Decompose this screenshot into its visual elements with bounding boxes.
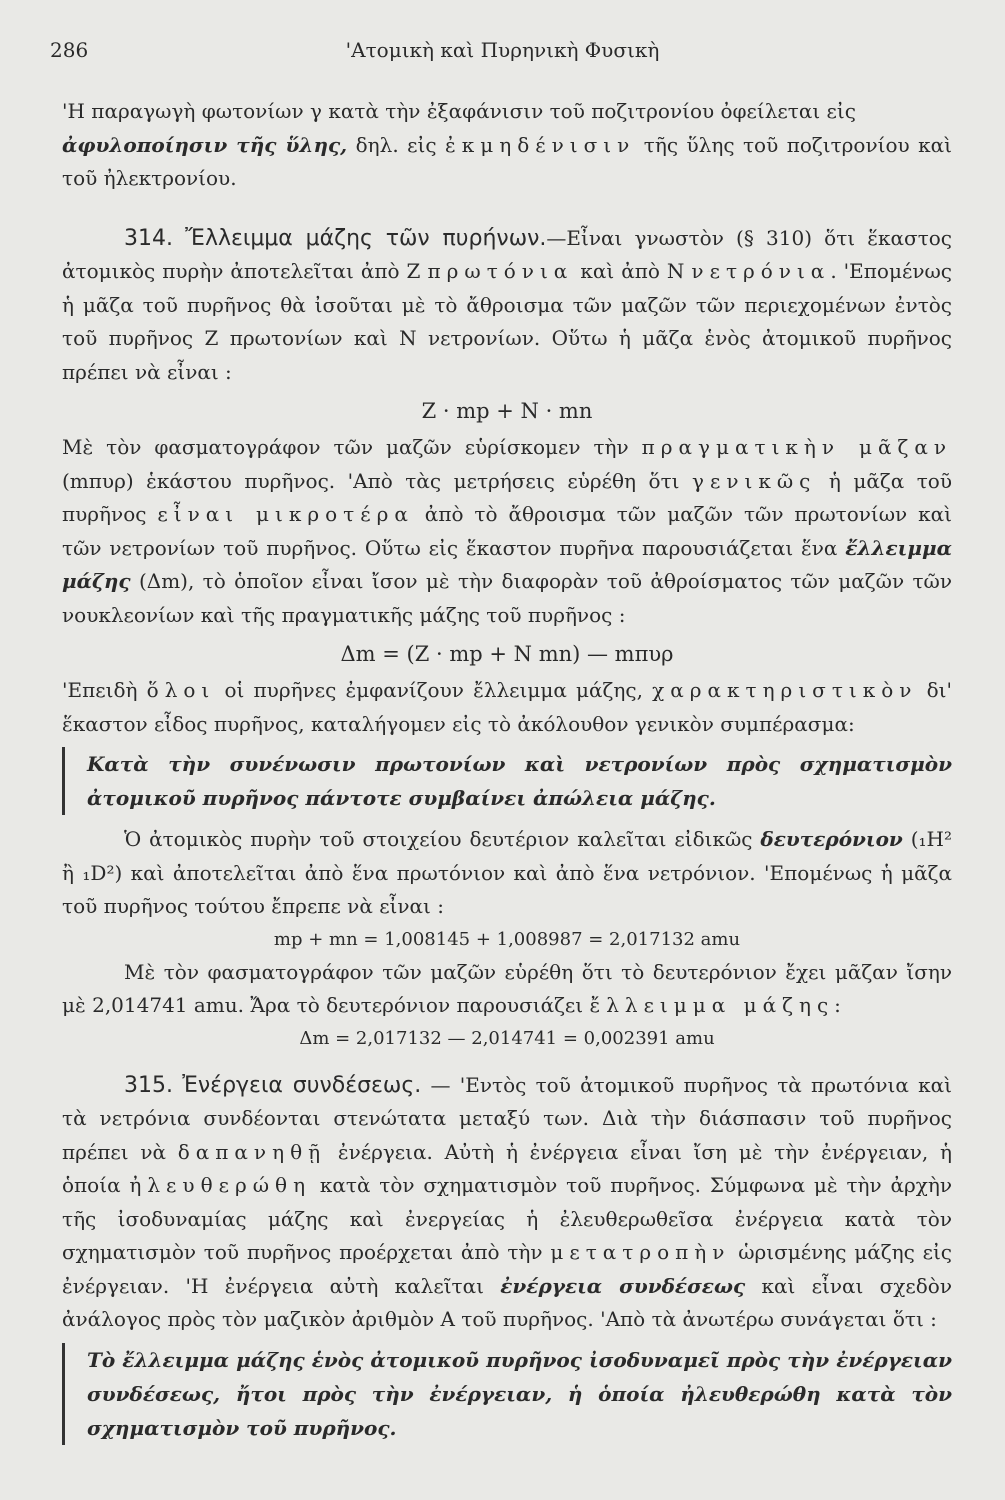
mass-defect-paragraph: Μὲ τὸν φασματογράφον τῶν μαζῶν εὑρίσκομεν τὴν πραγματικὴν μᾶζαν (mπυρ) ἑκάστου πυρῆνος. 'Απὸ τὰς μετρήσεις εὑρέθη ὅτι γενικῶς ἡ μᾶζα τοῦ πυρῆνος εἶναι μικροτέρα ἀπὸ τὸ ἄθροισμα τῶν μαζῶν τῶν πρωτονίων καὶ τῶν νετρονίων τοῦ πυρῆνος. Οὕτω εἰς ἕκαστον πυρῆνα παρουσιάζεται ἕνα ἔλλειμμα μάζης (Δm), τὸ ὁποῖον εἶναι ἴσον μὲ τὴν διαφορὰν τοῦ ἀθροίσματος τῶν μαζῶν τῶν νουκλεονίων καὶ τῆς πραγματικῆς μάζης τοῦ πυρῆνος :	[62, 435, 953, 627]
page-body	[62, 95, 952, 1453]
deuteron-paragraph: Ὁ ἀτομικὸς πυρὴν τοῦ στοιχείου δευτέριον καλεῖται εἰδικῶς δευτερόνιον (₁H² ἢ ₁D²) καὶ ἀποτελεῖται ἀπὸ ἕνα πρωτόνιον καὶ ἀπὸ ἕνα νετρόνιον. 'Επομένως ἡ μᾶζα τοῦ πυρῆνος τούτου ἔπρεπε νὰ εἶναι :	[62, 827, 952, 918]
equation-mass-sum: Z · mp + N · mn	[421, 399, 593, 423]
running-title: 'Ατομικὴ καὶ Πυρηνικὴ Φυσικὴ	[345, 38, 660, 62]
section-314-title: Ἔλλειμμα μάζης τῶν πυρήνων.	[185, 225, 547, 251]
deuteron-defect-equation: Δm = 2,017132 — 2,014741 = 0,002391 amu	[299, 1027, 715, 1049]
section-314-number: 314.	[124, 225, 173, 251]
section-314-paragraph: 314. Ἔλλειμμα μάζης τῶν πυρήνων.—Εἶναι γνωστὸν (§ 310) ὅτι ἕκαστος ἀτομικὸς πυρὴν ἀποτελεῖται ἀπὸ Ζ πρωτόνια καὶ ἀπὸ Ν νετρόνια. 'Επομένως ἡ μᾶζα τοῦ πυρῆνος θὰ ἰσοῦται μὲ τὸ ἄθροισμα τῶν μαζῶν τῶν περιεχομένων ἐντὸς τοῦ πυρῆνος Ζ πρωτονίων καὶ Ν νετρονίων. Οὕτω ἡ μᾶζα ἑνὸς ἀτομικοῦ πυρῆνος πρέπει νὰ εἶναι :	[62, 225, 952, 384]
section-315-number: 315.	[124, 1072, 173, 1098]
page-number: 286	[50, 38, 89, 62]
equation-mass-defect: Δm = (Z · mp + N mn) — mπυρ	[340, 642, 674, 666]
deuteron-example	[62, 823, 952, 1055]
intro-paragraph: 'Η παραγωγὴ φωτονίων γ κατὰ τὴν ἐξαφάνισιν τοῦ ποζιτρονίου ὀφείλεται εἰς ἀφυλοποίησιν τῆς ὕλης, δηλ. εἰς ἐκμηδένισιν τῆς ὕλης τοῦ ποζιτρονίου καὶ τοῦ ἠλεκτρονίου.	[62, 99, 952, 190]
section-315-paragraph: 315. Ἐνέργεια συνδέσεως. — 'Εντὸς τοῦ ἀτομικοῦ πυρῆνος τὰ πρωτόνια καὶ τὰ νετρόνια συνδέονται στενώτατα μεταξύ των. Διὰ τὴν διάσπασιν τοῦ πυρῆνος πρέπει νὰ δαπανηθῇ ἐνέργεια. Αὐτὴ ἡ ἐνέργεια εἶναι ἴση μὲ τὴν ἐνέργειαν, ἡ ὁποία ἠλευθερώθη κατὰ τὸν σχηματισμὸν τοῦ πυρῆνος. Σύμφωνα μὲ τὴν ἀρχὴν τῆς ἰσοδυναμίας μάζης καὶ ἐνεργείας ἡ ἐλευθερωθεῖσα ἐνέργεια κατὰ τὸν σχηματισμὸν τοῦ πυρῆνος προέρχεται ἀπὸ τὴν μετατροπὴν ὡρισμένης μάζης εἰς ἐνέργειαν. 'Η ἐνέργεια αὐτὴ καλεῖται ἐνέργεια συνδέσεως καὶ εἶναι σχεδὸν ἀνάλογος πρὸς τὸν μαζικὸν ἀριθμὸν Α τοῦ πυρῆνος. 'Απὸ τὰ ἀνωτέρω συνάγεται ὅτι :	[62, 1072, 952, 1331]
deuteron-result-paragraph: Μὲ τὸν φασματογράφον τῶν μαζῶν εὑρέθη ὅτι τὸ δευτερόνιον ἔχει μᾶζαν ἴσην μὲ 2,014741 amu. Ἄρα τὸ δευτερόνιον παρουσιάζει ἔλλειμμα μάζης:	[62, 959, 952, 1017]
conclusion-intro-paragraph: 'Επειδὴ ὅλοι οἱ πυρῆνες ἐμφανίζουν ἔλλειμμα μάζης, χαρακτηριστικὸν δι' ἕκαστον εἶδος πυρῆνος, καταλήγομεν εἰς τὸ ἀκόλουθον γενικὸν συμπέρασμα:	[62, 678, 952, 736]
section-315-title: Ἐνέργεια συνδέσεως.	[182, 1072, 422, 1098]
deuteron-mass-equation: mp + mn = 1,008145 + 1,008987 = 2,017132 amu	[273, 928, 741, 950]
page-header	[50, 38, 955, 68]
key-statement-binding-energy: Τὸ ἔλλειμμα μάζης ἑνὸς ἀτομικοῦ πυρῆνος ἰσοδυναμεῖ πρὸς τὴν ἐνέργειαν συνδέσεως, ἤτοι πρὸς τὴν ἐνέργειαν, ἡ ὁποία ἠλευθερώθη κατὰ τὸν σχηματισμὸν τοῦ πυρῆνος.	[62, 1343, 952, 1445]
key-statement-mass-loss: Κατὰ τὴν συνένωσιν πρωτονίων καὶ νετρονίων πρὸς σχηματισμὸν ἀτομικοῦ πυρῆνος πάντοτε συμβαίνει ἀπώλεια μάζης.	[62, 747, 952, 815]
